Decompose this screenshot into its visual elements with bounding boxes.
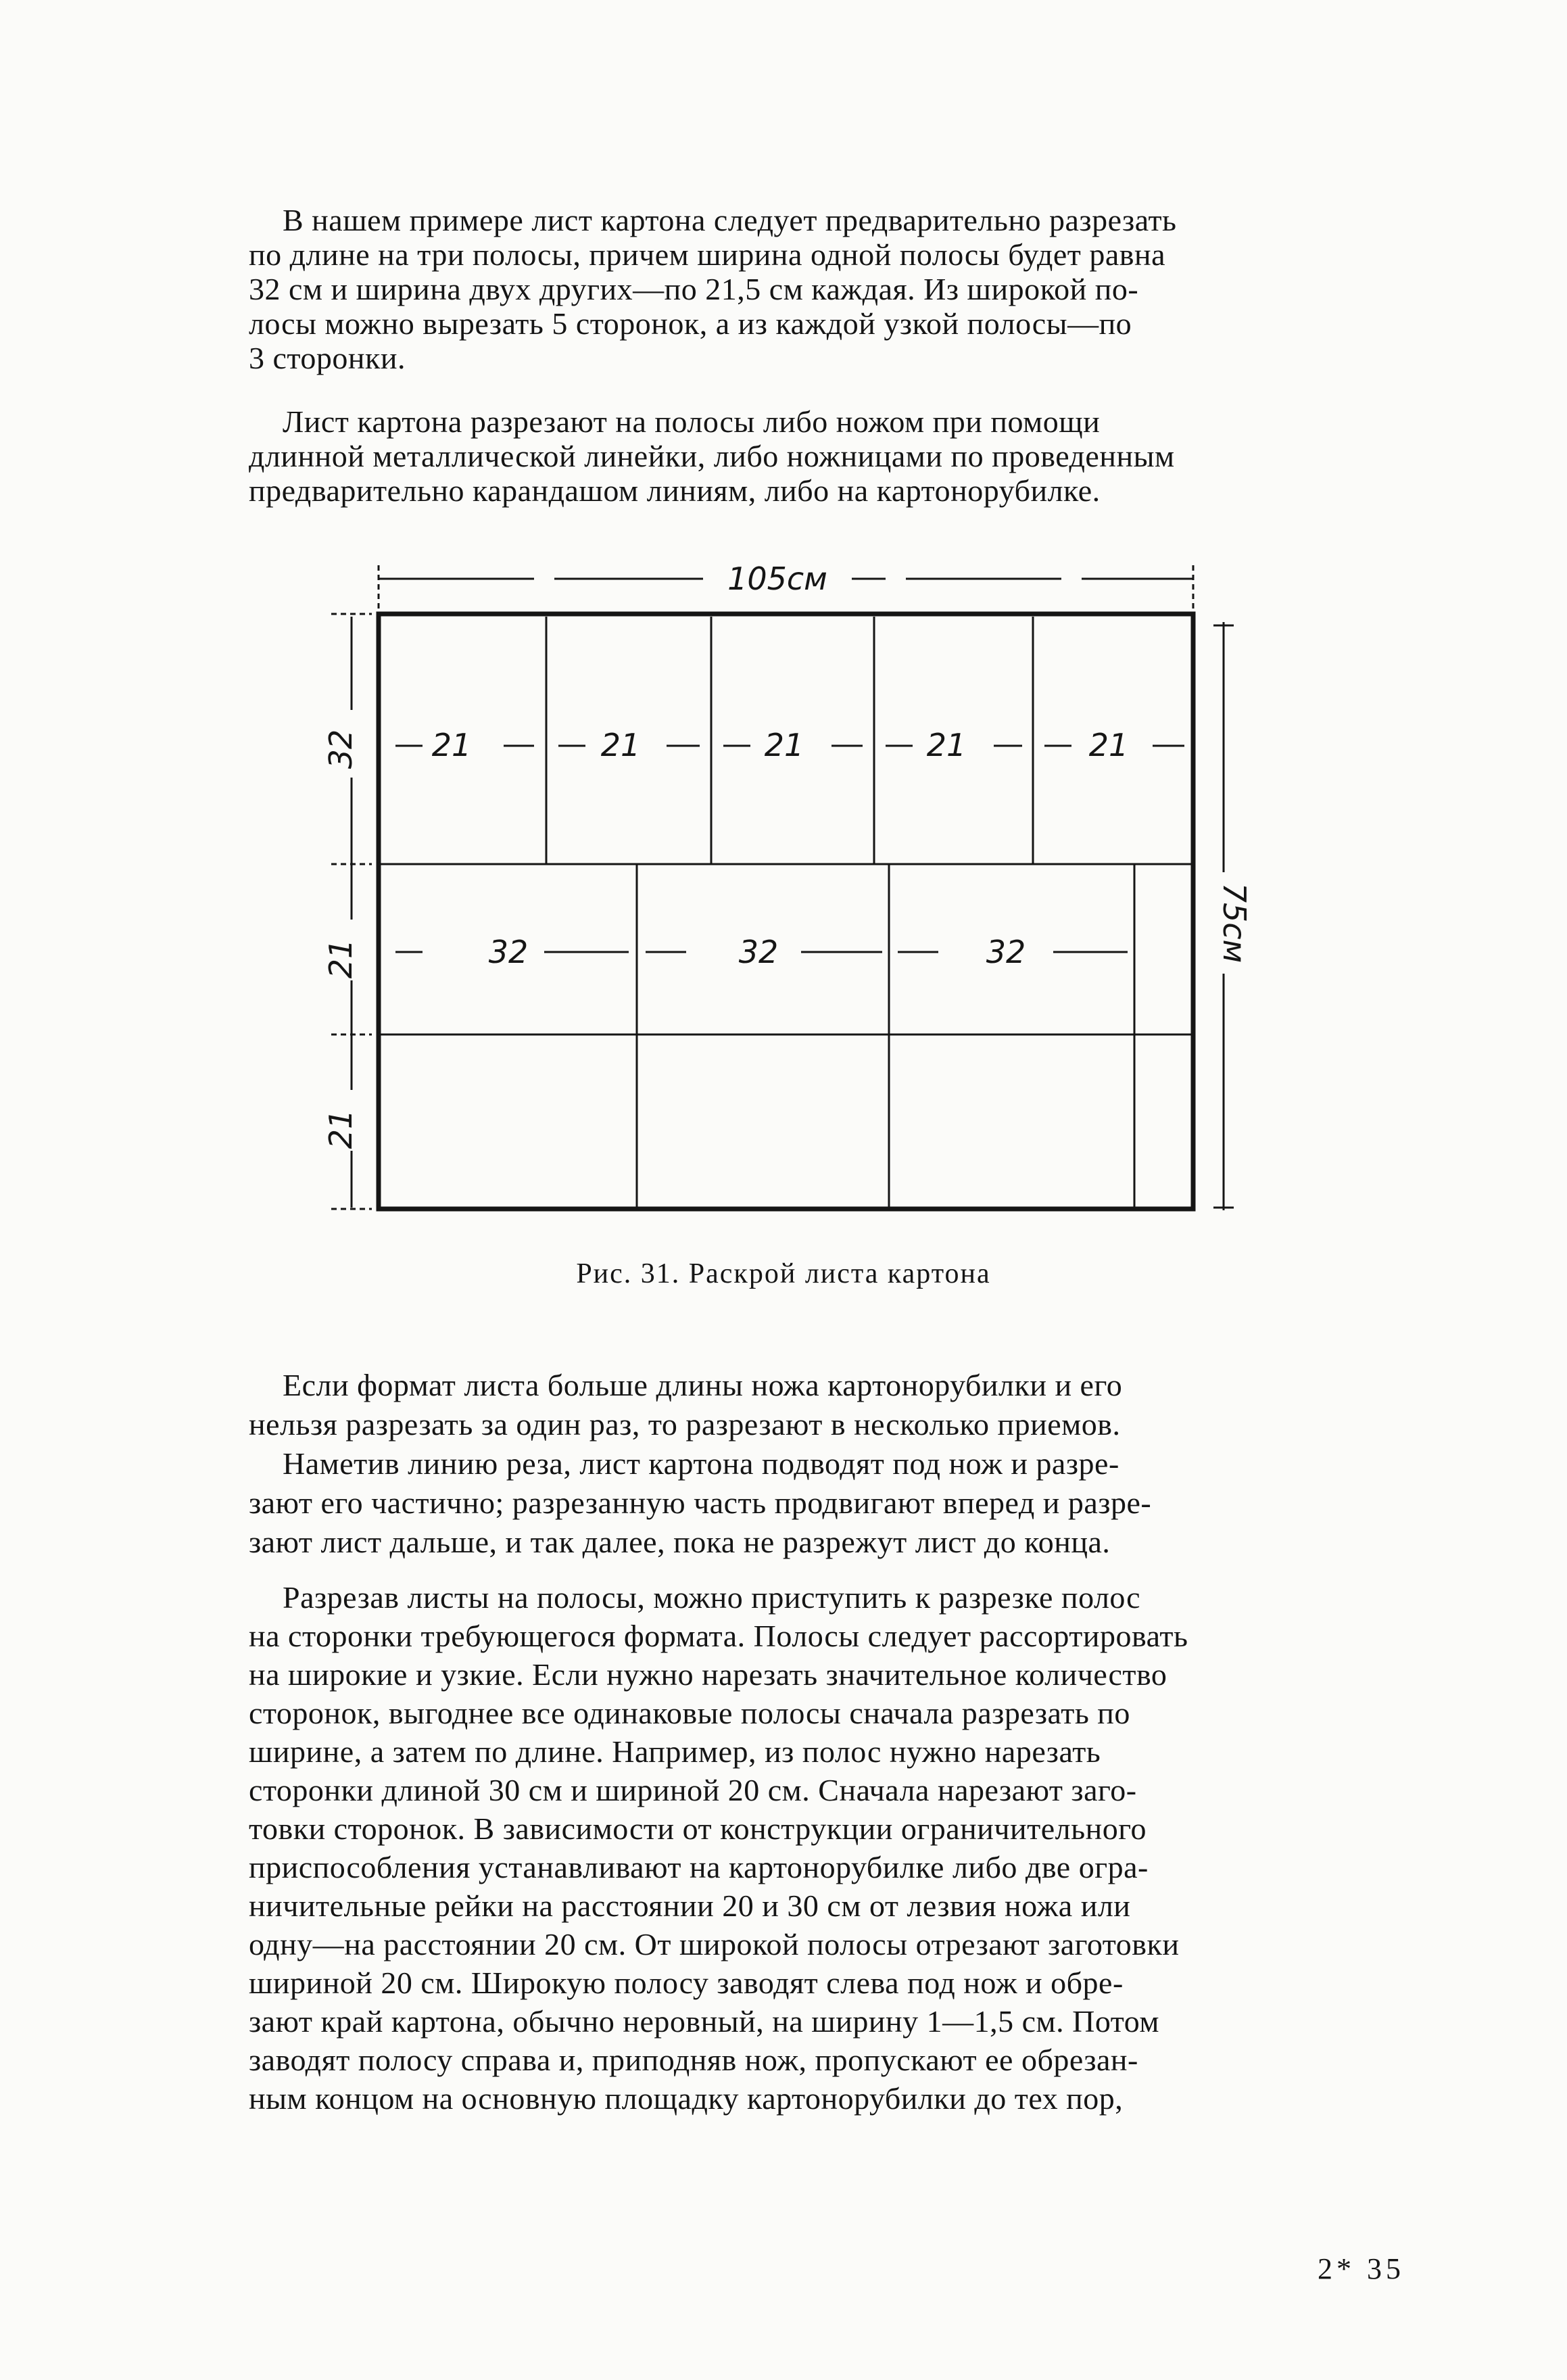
text-line: ширине, а затем по длине. Например, из полос нужно нарезать (249, 1734, 1101, 1769)
text-line: Наметив линию реза, лист картона подводят под нож и разре- (283, 1446, 1119, 1481)
piece-label: 21 (764, 727, 804, 763)
height-label: 75см (1216, 882, 1253, 963)
piece-label: 21 (926, 727, 967, 763)
text-line: В нашем примере лист картона следует предварительно разрезать (283, 203, 1177, 237)
piece-label: 21 (600, 727, 641, 763)
text-line: на сторонки требующегося формата. Полосы следует рассортировать (249, 1619, 1188, 1653)
text-line: Разрезав листы на полосы, можно приступить к разрезке полос (283, 1580, 1140, 1615)
text-line: сторонок, выгоднее все одинаковые полосы сначала разрезать по (249, 1696, 1130, 1730)
strip-label-middle: 21 (322, 938, 359, 979)
paragraph-4 (249, 1578, 1366, 2118)
text-line: сторонки длиной 30 см и шириной 20 см. Сначала нарезают заго- (249, 1773, 1137, 1807)
text-line: приспособления устанавливают на картонорубилке либо две огра- (249, 1850, 1149, 1884)
piece-label: 21 (1088, 727, 1129, 763)
text-line: зают его частично; разрезанную часть продвигают вперед и разре- (249, 1485, 1152, 1520)
text-line: зают лист дальше, и так далее, пока не разрежут лист до конца. (249, 1525, 1111, 1559)
piece-label: 21 (431, 727, 472, 763)
text-line: 3 сторонки. (249, 341, 406, 375)
text-line: одну—на расстоянии 20 см. От широкой полосы отрезают заготовки (249, 1927, 1180, 1961)
piece-label: 32 (986, 934, 1026, 970)
text-line: ничительные рейки на расстоянии 20 и 30 см от лезвия ножа или (249, 1888, 1131, 1923)
strip-label-top: 32 (322, 729, 359, 769)
text-line: длинной металлической линейки, либо ножницами по проведенным (249, 439, 1175, 473)
strip-label-bottom: 21 (322, 1109, 359, 1149)
text-line: нельзя разрезать за один раз, то разрезают в несколько приемов. (249, 1407, 1121, 1442)
text-line: на широкие и узкие. Если нужно нарезать значительное количество (249, 1657, 1167, 1692)
page-number: 2* 35 (1318, 2252, 1405, 2285)
figure-caption: Рис. 31. Раскрой листа картона (576, 1258, 991, 1289)
text-line: 32 см и ширина двух других—по 21,5 см каждая. Из широкой по- (249, 272, 1139, 306)
paragraph-3 (249, 1366, 1366, 1562)
text-line: шириной 20 см. Широкую полосу заводят слева под нож и обре- (249, 1966, 1124, 2000)
piece-label: 32 (738, 934, 779, 970)
text-line: ным концом на основную площадку картонорубилки до тех пор, (249, 2081, 1124, 2116)
width-label: 105см (727, 561, 827, 597)
text-line: товки сторонок. В зависимости от конструкции ограничительного (249, 1811, 1147, 1846)
text-line: Лист картона разрезают на полосы либо ножом при помощи (283, 404, 1101, 439)
text-line: Если формат листа больше длины ножа картонорубилки и его (283, 1368, 1123, 1402)
text-line: предварительно карандашом линиям, либо на картонорубилке. (249, 473, 1101, 508)
text-line: зают край картона, обычно неровный, на ширину 1—1,5 см. Потом (249, 2004, 1159, 2039)
text-line: по длине на три полосы, причем ширина одной полосы будет равна (249, 237, 1166, 272)
text-line: заводят полосу справа и, приподняв нож, пропускают ее обрезан- (249, 2043, 1138, 2077)
sheet-outline (379, 614, 1193, 1209)
text-line: лосы можно вырезать 5 сторонок, а из каждой узкой полосы—по (249, 306, 1132, 341)
piece-label: 32 (488, 934, 529, 970)
